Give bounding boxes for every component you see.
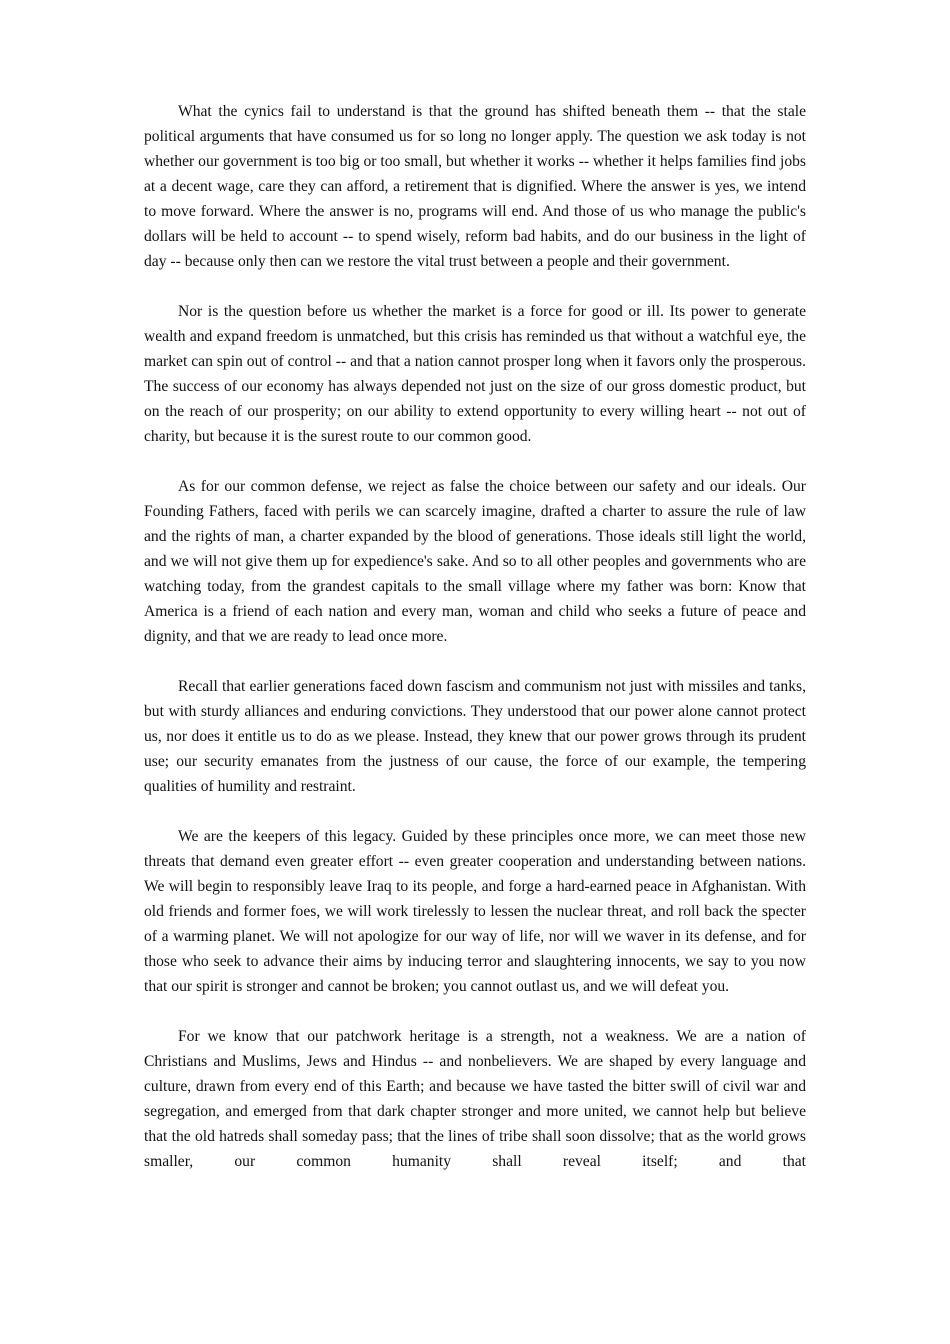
- paragraph-4: Recall that earlier generations faced down fascism and communism not just with missiles and tanks, but with sturdy alliances and enduring convictions. They understood that our power alone cannot protect us, nor does it entitle us to do as we please. Instead, they knew that our power grows through its prudent use; our security emanates from the justness of our cause, the force of our example, the tempering qualities of humility and restraint.: [144, 678, 806, 795]
- paragraph-1: What the cynics fail to understand is that the ground has shifted beneath them -- that the stale political arguments that have consumed us for so long no longer apply. The question we ask today is not whether our government is too big or too small, but whether it works -- whether it helps families find jobs at a decent wage, care they can afford, a retirement that is dignified. Where the answer is yes, we intend to move forward. Where the answer is no, programs will end. And those of us who manage the public's dollars will be held to account -- to spend wisely, reform bad habits, and do our business in the light of day -- because only then can we restore the vital trust between a people and their government.: [144, 103, 806, 270]
- paragraph-3: As for our common defense, we reject as false the choice between our safety and our ideals. Our Founding Fathers, faced with perils we can scarcely imagine, drafted a charter to assure the rule of law and the rights of man, a charter expanded by the blood of generations. Those ideals still light the world, and we will not give them up for expedience's sake. And so to all other peoples and governments who are watching today, from the grandest capitals to the small village where my father was born: Know that America is a friend of each nation and every man, woman and child who seeks a future of peace and dignity, and that we are ready to lead once more.: [144, 478, 806, 645]
- paragraph-2: Nor is the question before us whether the market is a force for good or ill. Its power to generate wealth and expand freedom is unmatched, but this crisis has reminded us that without a watchful eye, the market can spin out of control -- and that a nation cannot prosper long when it favors only the prosperous. The success of our economy has always depended not just on the size of our gross domestic product, but on the reach of our prosperity; on our ability to extend opportunity to every willing heart -- not out of charity, but because it is the surest route to our common good.: [144, 303, 806, 445]
- paragraph-5: We are the keepers of this legacy. Guided by these principles once more, we can meet those new threats that demand even greater effort -- even greater cooperation and understanding between nations. We will begin to responsibly leave Iraq to its people, and forge a hard-earned peace in Afghanistan. With old friends and former foes, we will work tirelessly to lessen the nuclear threat, and roll back the specter of a warming planet. We will not apologize for our way of life, nor will we waver in its defense, and for those who seek to advance their aims by inducing terror and slaughtering innocents, we say to you now that our spirit is stronger and cannot be broken; you cannot outlast us, and we will defeat you.: [144, 828, 806, 995]
- paragraph-6: For we know that our patchwork heritage is a strength, not a weakness. We are a nation of Christians and Muslims, Jews and Hindus -- and nonbelievers. We are shaped by every language and culture, drawn from every end of this Earth; and because we have tasted the bitter swill of civil war and segregation, and emerged from that dark chapter stronger and more united, we cannot help but believe that the old hatreds shall someday pass; that the lines of tribe shall soon dissolve; that as the world grows smaller, our common humanity shall reveal itself; and that: [144, 1028, 806, 1170]
- document-page: [144, 99, 806, 1199]
